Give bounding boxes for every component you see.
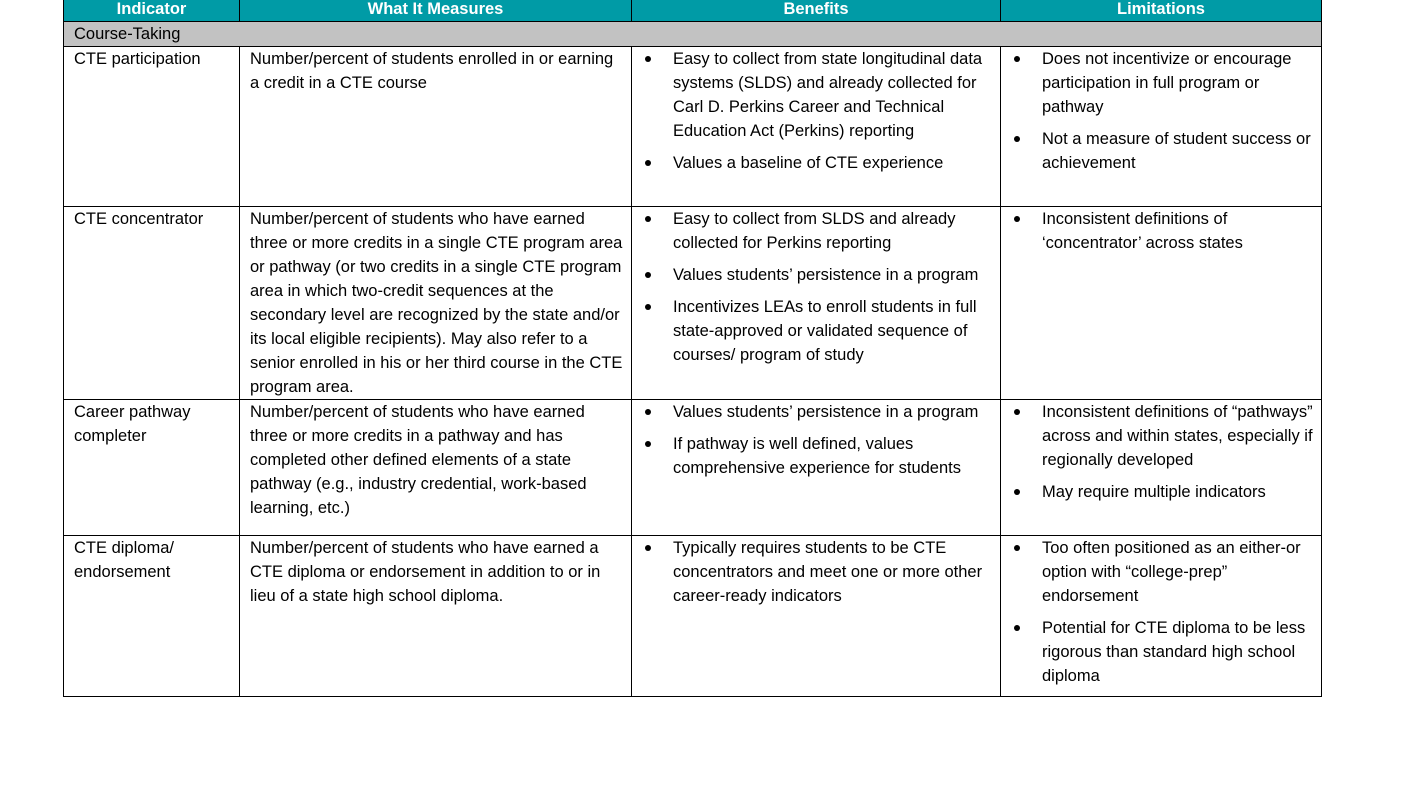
limitation-item: Too often positioned as an either-or option with “college-prep” endorsement <box>1011 536 1313 608</box>
table-row <box>64 47 1322 207</box>
indicator-cell: CTE diploma/ endorsement <box>64 536 240 697</box>
limitation-item: May require multiple indicators <box>1011 480 1313 504</box>
section-row <box>64 22 1322 47</box>
limitations-cell <box>1001 207 1322 400</box>
benefit-item: Values students’ persistence in a program <box>642 400 992 424</box>
benefits-cell <box>632 47 1001 207</box>
indicator-cell: CTE participation <box>64 47 240 207</box>
header-row <box>64 0 1322 22</box>
benefit-item: If pathway is well defined, values comprehensive experience for students <box>642 432 992 480</box>
header-benefits: Benefits <box>632 0 1001 22</box>
benefit-item: Values students’ persistence in a program <box>642 263 992 287</box>
header-indicator: Indicator <box>64 0 240 22</box>
limitation-item: Potential for CTE diploma to be less rigorous than standard high school diploma <box>1011 616 1313 688</box>
limitation-item: Inconsistent definitions of “pathways” across and within states, especially if regionally developed <box>1011 400 1313 472</box>
benefit-item: Incentivizes LEAs to enroll students in full state-approved or validated sequence of courses/ program of study <box>642 295 992 367</box>
benefit-item: Easy to collect from state longitudinal data systems (SLDS) and already collected for Carl D. Perkins Career and Technical Education Act (Perkins) reporting <box>642 47 992 143</box>
limitation-item: Inconsistent definitions of ‘concentrator’ across states <box>1011 207 1313 255</box>
limitation-item: Does not incentivize or encourage participation in full program or pathway <box>1011 47 1313 119</box>
header-limitations: Limitations <box>1001 0 1322 22</box>
benefits-cell <box>632 400 1001 536</box>
indicator-cell: CTE concentrator <box>64 207 240 400</box>
benefits-cell <box>632 536 1001 697</box>
limitations-cell <box>1001 536 1322 697</box>
limitation-item: Not a measure of student success or achievement <box>1011 127 1313 175</box>
benefits-cell <box>632 207 1001 400</box>
table-row <box>64 207 1322 400</box>
limitations-cell <box>1001 400 1322 536</box>
benefit-item: Easy to collect from SLDS and already collected for Perkins reporting <box>642 207 992 255</box>
measure-cell: Number/percent of students enrolled in or earning a credit in a CTE course <box>240 47 632 207</box>
measure-cell: Number/percent of students who have earned a CTE diploma or endorsement in addition to or in lieu of a state high school diploma. <box>240 536 632 697</box>
measure-cell: Number/percent of students who have earned three or more credits in a pathway and has completed other defined elements of a state pathway (e.g., industry credential, work-based learning, etc.) <box>240 400 632 536</box>
table-row <box>64 536 1322 697</box>
header-what-it-measures: What It Measures <box>240 0 632 22</box>
indicator-cell: Career pathway completer <box>64 400 240 536</box>
benefit-item: Values a baseline of CTE experience <box>642 151 992 175</box>
measure-cell: Number/percent of students who have earned three or more credits in a single CTE program area or pathway (or two credits in a single CTE program area in which two-credit sequences at the secondary level are recognized by the state and/or its local eligible recipients). May also refer to a senior enrolled in his or her third course in the CTE program area. <box>240 207 632 400</box>
limitations-cell <box>1001 47 1322 207</box>
benefit-item: Typically requires students to be CTE concentrators and meet one or more other career-ready indicators <box>642 536 992 608</box>
section-label: Course-Taking <box>64 22 1322 47</box>
cte-indicators-table <box>63 0 1322 697</box>
table-row <box>64 400 1322 536</box>
